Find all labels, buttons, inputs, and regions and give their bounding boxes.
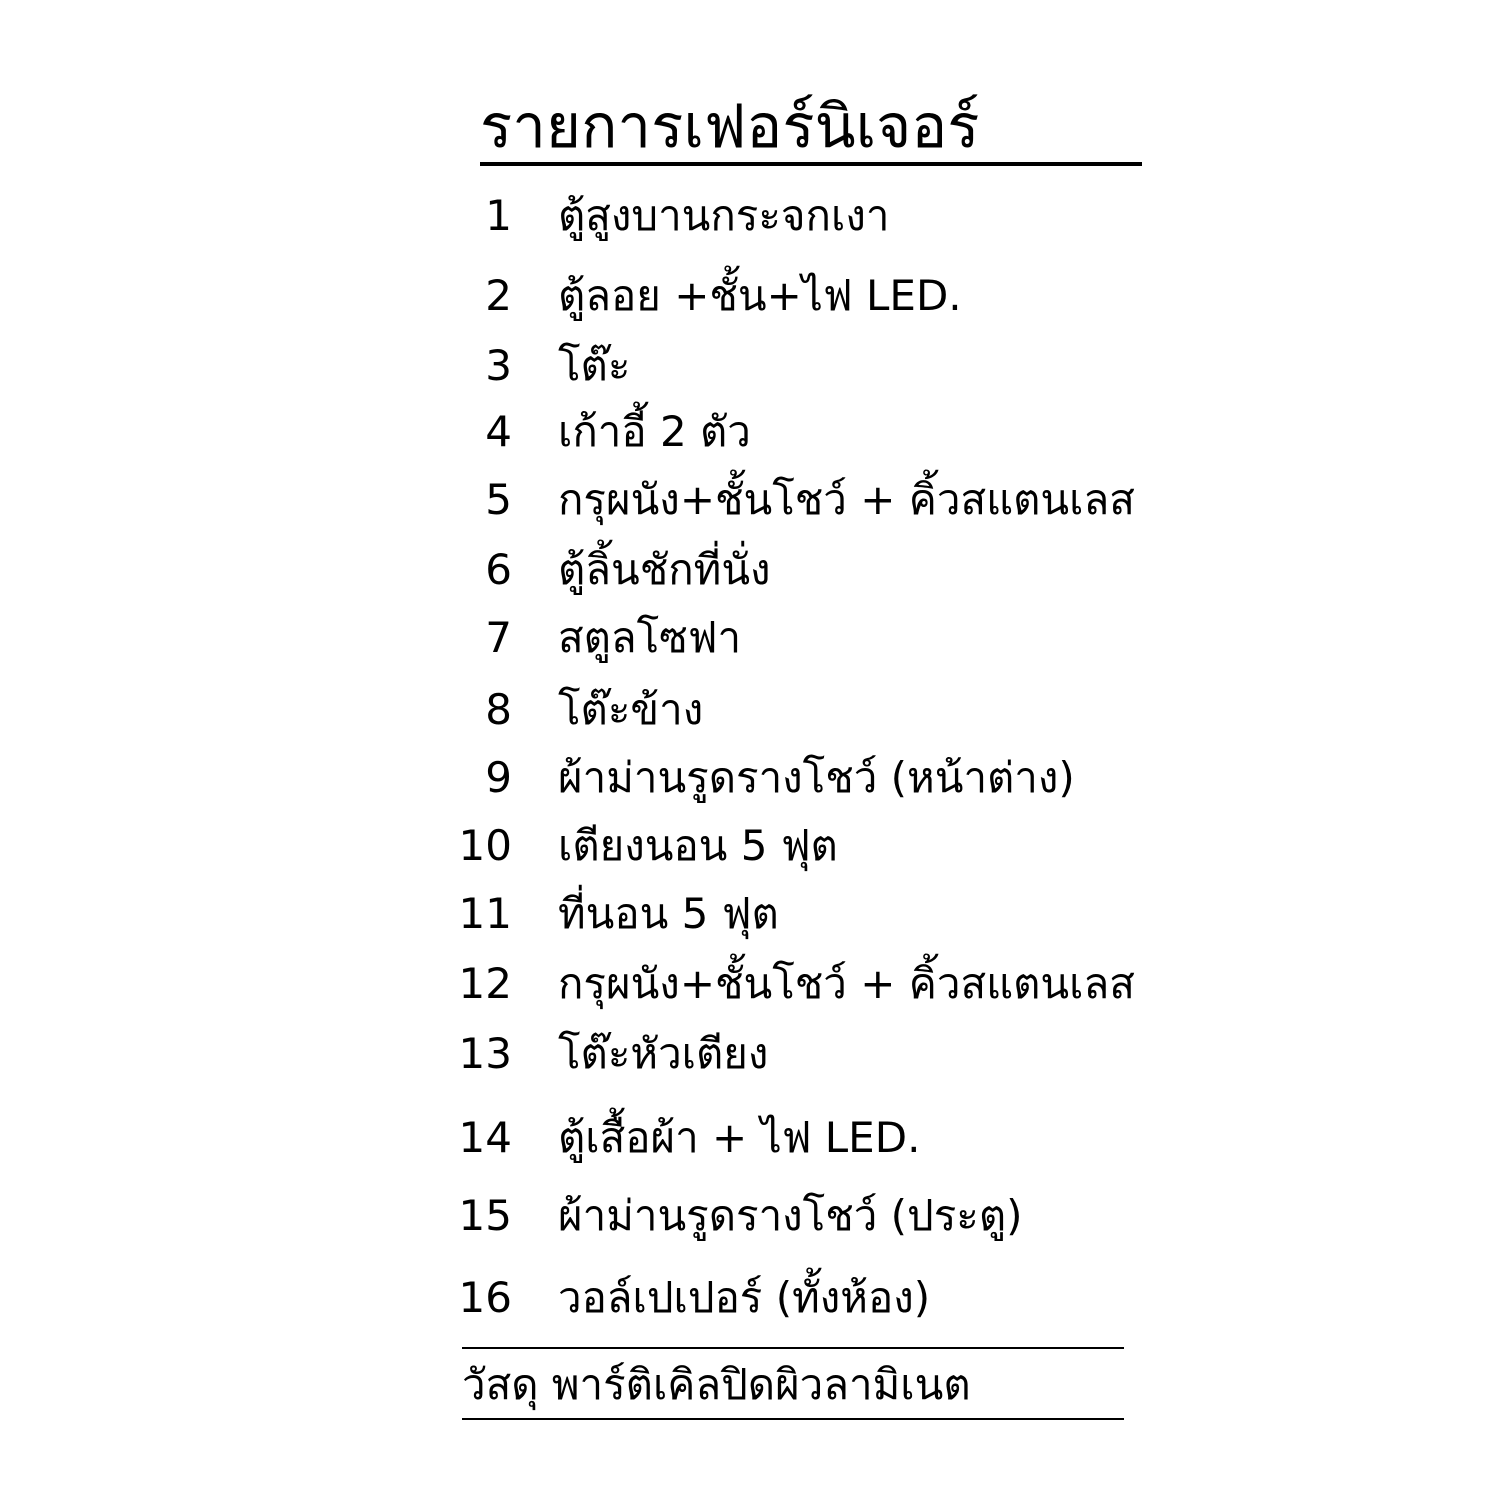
- item-number: 2: [485, 271, 512, 320]
- item-number: 1: [485, 191, 512, 240]
- list-item: [0, 680, 1500, 740]
- list-item: [0, 402, 1500, 462]
- item-number: 14: [458, 1113, 512, 1162]
- item-name: ตู้เสื้อผ้า + ไฟ LED.: [558, 1113, 921, 1162]
- list-item: [0, 748, 1500, 808]
- item-name: ผ้าม่านรูดรางโชว์ (หน้าต่าง): [558, 753, 1075, 802]
- list-item: [0, 186, 1500, 246]
- list-item: [0, 1186, 1500, 1246]
- list-item: [0, 884, 1500, 944]
- item-name: กรุผนัง+ชั้นโชว์ + คิ้วสแตนเลส: [558, 959, 1135, 1008]
- page-title: รายการเฟอร์นิเจอร์: [480, 92, 980, 162]
- list-item: [0, 1108, 1500, 1168]
- list-item: [0, 540, 1500, 600]
- item-name: วอล์เปเปอร์ (ทั้งห้อง): [558, 1273, 931, 1322]
- list-item: [0, 954, 1500, 1014]
- material-bottom-rule: [462, 1418, 1124, 1420]
- list-item: [0, 1024, 1500, 1084]
- item-number: 12: [458, 959, 512, 1008]
- item-name: โต๊ะหัวเตียง: [558, 1029, 769, 1078]
- item-number: 15: [458, 1191, 512, 1240]
- item-number: 13: [458, 1029, 512, 1078]
- item-name: ตู้สูงบานกระจกเงา: [558, 191, 890, 240]
- list-item: [0, 1268, 1500, 1328]
- item-name: ตู้ลอย +ชั้น+ไฟ LED.: [558, 271, 962, 320]
- item-number: 10: [458, 821, 512, 870]
- material-top-rule: [462, 1347, 1124, 1349]
- material-note: วัสดุ พาร์ติเคิลปิดผิวลามิเนต: [462, 1360, 971, 1409]
- list-item: [0, 266, 1500, 326]
- item-name: ตู้ลิ้นชักที่นั่ง: [558, 545, 771, 594]
- item-name: โต๊ะข้าง: [558, 685, 704, 734]
- list-item: [0, 816, 1500, 876]
- item-number: 5: [485, 475, 512, 524]
- list-item: [0, 608, 1500, 668]
- item-name: สตูลโซฟา: [558, 613, 742, 662]
- item-number: 9: [485, 753, 512, 802]
- item-number: 11: [458, 889, 512, 938]
- item-name: ที่นอน 5 ฟุต: [558, 889, 779, 938]
- item-name: เตียงนอน 5 ฟุต: [558, 821, 838, 870]
- item-number: 8: [485, 685, 512, 734]
- item-name: เก้าอี้ 2 ตัว: [558, 407, 751, 456]
- item-number: 3: [485, 341, 512, 390]
- item-number: 16: [458, 1273, 512, 1322]
- list-item: [0, 336, 1500, 396]
- item-number: 4: [485, 407, 512, 456]
- item-number: 7: [485, 613, 512, 662]
- item-name: ผ้าม่านรูดรางโชว์ (ประตู): [558, 1191, 1023, 1240]
- list-item: [0, 470, 1500, 530]
- item-name: โต๊ะ: [558, 341, 631, 390]
- item-name: กรุผนัง+ชั้นโชว์ + คิ้วสแตนเลส: [558, 475, 1135, 524]
- item-number: 6: [485, 545, 512, 594]
